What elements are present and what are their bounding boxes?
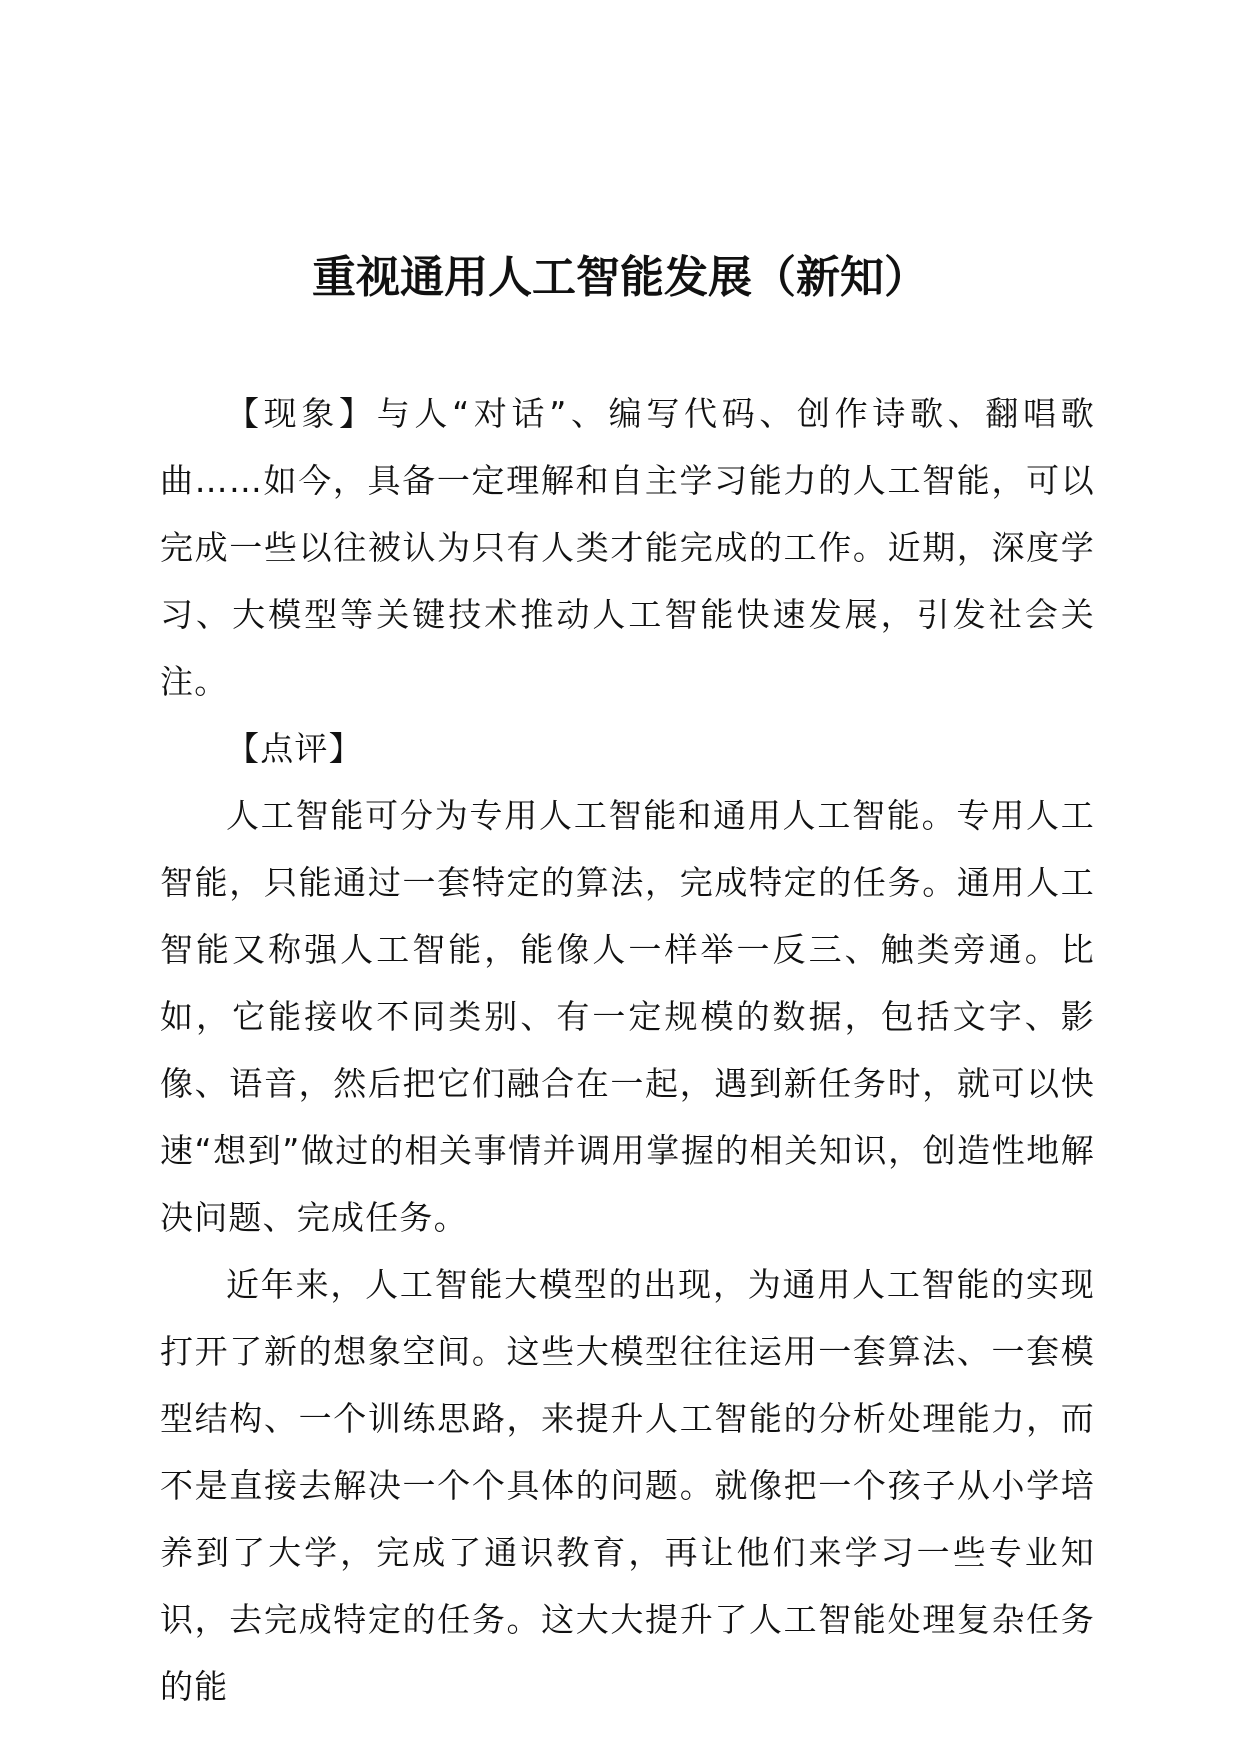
document-body bbox=[160, 380, 1095, 1720]
document-title: 重视通用人工智能发展（新知） bbox=[312, 252, 928, 303]
paragraph-large-models: 近年来，人工智能大模型的出现，为通用人工智能的实现打开了新的想象空间。这些大模型往往运用一套算法、一套模型结构、一个训练思路，来提升人工智能的分析处理能力，而不是直接去解决一个个具体的问题。就像把一个孩子从小学培养到了大学，完成了通识教育，再让他们来学习一些专业知识，去完成特定的任务。这大大提升了人工智能处理复杂任务的能 bbox=[160, 1265, 1095, 1706]
paragraph-comment-heading: 【点评】 bbox=[226, 729, 363, 768]
paragraph-ai-types: 人工智能可分为专用人工智能和通用人工智能。专用人工智能，只能通过一套特定的算法，完成特定的任务。通用人工智能又称强人工智能，能像人一样举一反三、触类旁通。比如，它能接收不同类别、有一定规模的数据，包括文字、影像、语音，然后把它们融合在一起，遇到新任务时，就可以快速“想到”做过的相关事情并调用掌握的相关知识，创造性地解决问题、完成任务。 bbox=[160, 796, 1095, 1237]
paragraph-phenomenon: 【现象】与人“对话”、编写代码、创作诗歌、翻唱歌曲……如今，具备一定理解和自主学习能力的人工智能，可以完成一些以往被认为只有人类才能完成的工作。近期，深度学习、大模型等关键技术推动人工智能快速发展，引发社会关注。 bbox=[160, 394, 1095, 701]
